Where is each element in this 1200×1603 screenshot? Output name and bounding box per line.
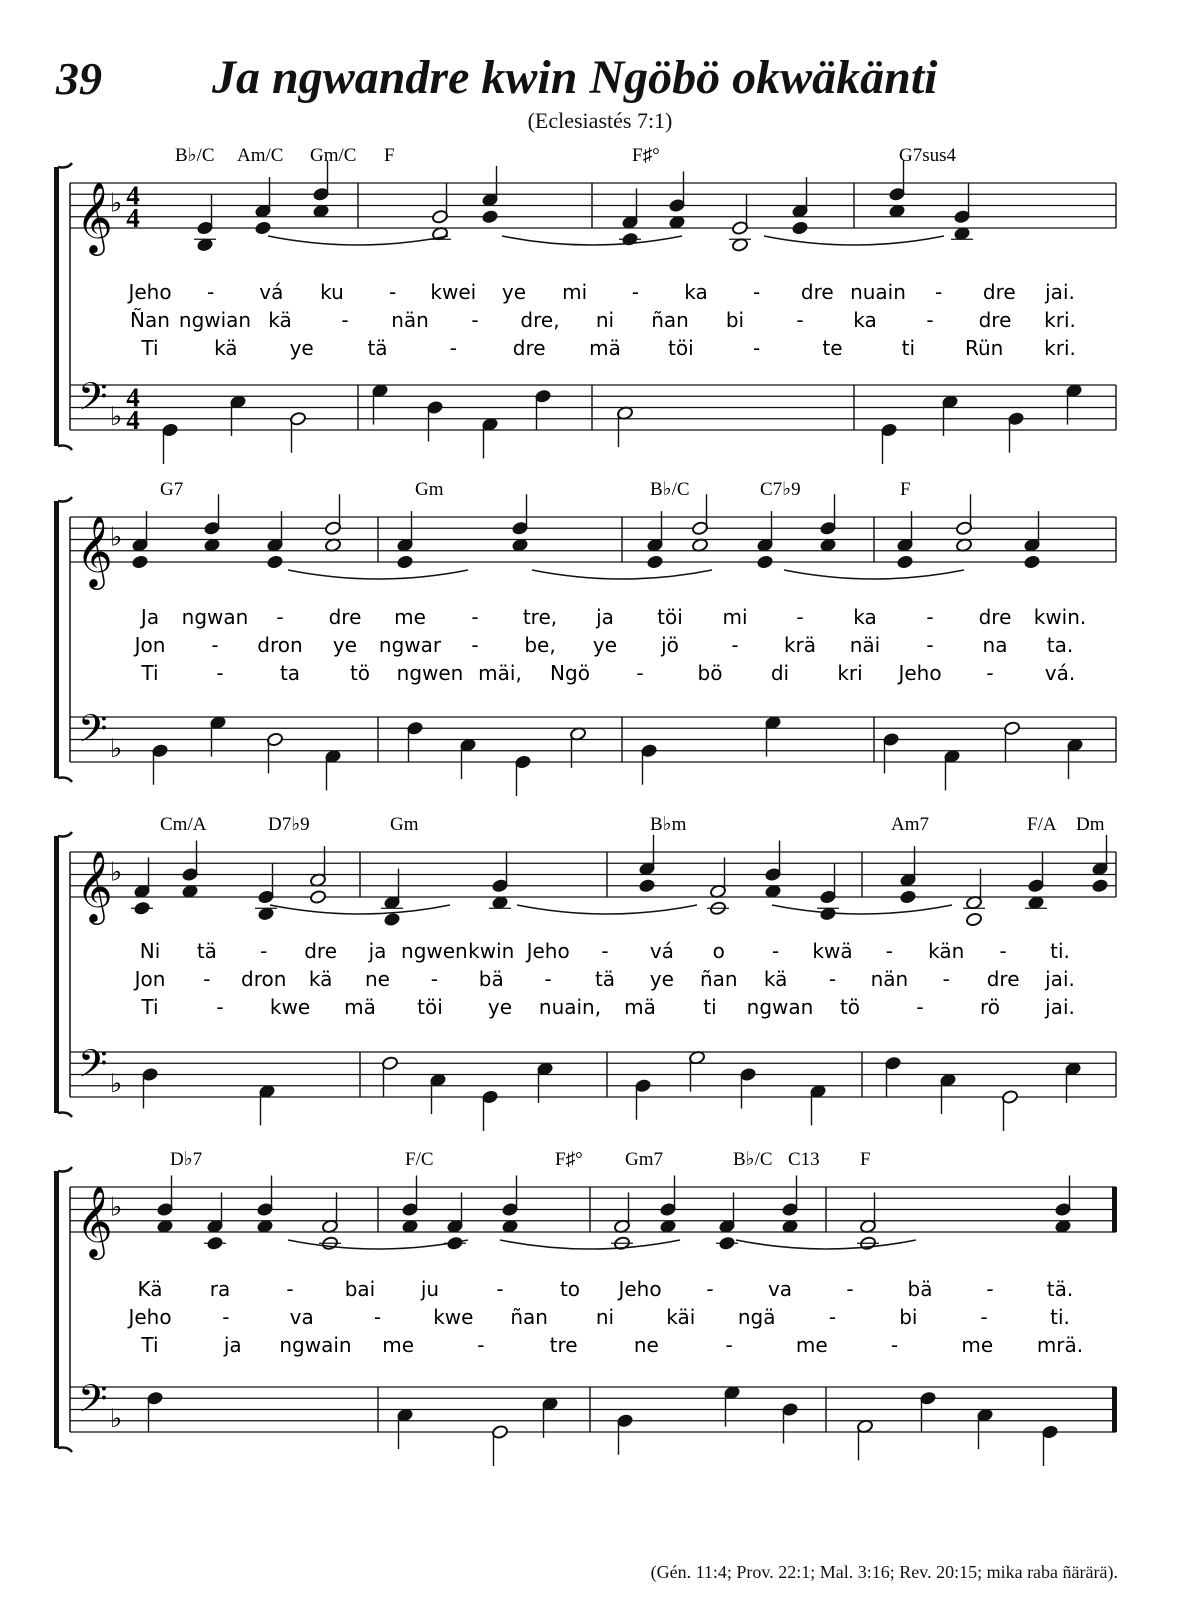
bass-clef: 𝄢 (78, 373, 108, 428)
lyric-syllable: ka (853, 308, 877, 332)
chord-symbol: G7 (160, 479, 184, 500)
lyric-syllable: vá (259, 280, 284, 304)
lyric-syllable: bai (344, 1277, 376, 1301)
lyric-syllable: ñan (699, 967, 738, 991)
tie (736, 1240, 916, 1249)
bass-clef: 𝄢 (78, 1375, 108, 1430)
tie (270, 905, 450, 914)
lyric-syllable: ti. (1050, 1305, 1070, 1329)
lyric-syllable: - (796, 308, 804, 332)
lyric-syllable: kä (763, 967, 788, 991)
treble-note (383, 912, 400, 927)
lyric-syllable: Ti (141, 661, 159, 685)
lyric-syllable: ngwar (378, 633, 442, 657)
lyric-syllable: jai. (1045, 280, 1075, 304)
lyric-syllable: kwe (433, 1305, 474, 1329)
lyric-syllable: - (286, 1277, 294, 1301)
system-bracket (54, 1171, 59, 1448)
system-1 (54, 145, 1116, 464)
time-signature-top: 4 (126, 180, 140, 211)
lyric-syllable: - (216, 661, 224, 685)
lyric-syllable: - (828, 967, 837, 991)
lyric-syllable: ja (596, 605, 614, 629)
lyric-syllable: ta. (1046, 633, 1074, 657)
key-signature-flat: ♭ (110, 733, 123, 764)
lyric-syllable: dre (982, 280, 1016, 304)
treble-note (131, 555, 148, 570)
tie (784, 570, 964, 579)
lyric-syllable: töi (417, 995, 443, 1019)
lyric-syllable: kä (214, 336, 238, 360)
treble-note (646, 555, 663, 570)
lyric-syllable: ngwen (401, 939, 468, 963)
chord-symbol: F/C (405, 1149, 434, 1170)
hymn-number: 39 (56, 53, 102, 104)
lyric-syllable: Ti (141, 1333, 159, 1357)
lyric-syllable: tre (549, 1333, 578, 1357)
hymn-subtitle: (Eclesiastés 7:1) (527, 108, 673, 133)
lyric-syllable: kri. (1044, 308, 1076, 332)
tie (532, 570, 712, 579)
treble-note (266, 555, 283, 570)
tie (764, 236, 944, 245)
lyric-syllable: ñan (651, 308, 689, 332)
lyric-syllable: - (926, 605, 934, 629)
treble-note (254, 221, 271, 236)
lyric-syllable: bö (697, 661, 723, 685)
chord-symbol: F (384, 145, 395, 166)
lyric-syllable: - (471, 308, 479, 332)
lyric-syllable: jai. (1045, 995, 1075, 1019)
lyric-syllable: jai. (1045, 967, 1075, 991)
lyric-syllable: kä (308, 967, 333, 991)
lyric-syllable: - (753, 280, 761, 304)
time-signature-bottom: 4 (126, 203, 140, 233)
lyric-syllable: bi (899, 1305, 918, 1329)
treble-note (965, 912, 982, 927)
lyric-syllable: ye (649, 967, 674, 991)
chord-symbol: F♯° (632, 145, 660, 166)
lyric-syllable: - (885, 939, 893, 963)
time-signature-top: 4 (126, 382, 140, 413)
lyric-syllable: ngä (737, 1305, 776, 1329)
treble-note (638, 878, 655, 893)
lyric-syllable: vá. (1044, 661, 1076, 685)
final-barline (1112, 1387, 1117, 1432)
lyric-syllable: to (559, 1277, 581, 1301)
chord-symbol: Gm (390, 814, 419, 835)
bass-clef: 𝄢 (78, 705, 108, 760)
lyric-syllable: - (207, 280, 215, 304)
treble-note (1091, 878, 1108, 893)
chord-symbol: B♭/C (650, 479, 690, 500)
chord-symbol: Am/C (237, 145, 284, 166)
chord-symbol: B♭/C (175, 145, 215, 166)
lyric-syllable: - (772, 939, 780, 963)
treble-note (396, 555, 413, 570)
lyric-syllable: me (394, 605, 426, 629)
lyric-syllable: - (601, 939, 609, 963)
tie (517, 905, 697, 914)
lyric-syllable: Ti (141, 995, 159, 1019)
tie (288, 570, 468, 579)
lyric-syllable: nuain (850, 280, 906, 304)
key-signature-flat: ♭ (110, 1403, 123, 1434)
lyric-syllable: kri. (1044, 336, 1076, 360)
lyric-syllable: - (216, 995, 224, 1019)
lyric-syllable: töi (668, 336, 694, 360)
treble-clef: 𝄞 (76, 180, 113, 253)
lyric-syllable: kän (928, 939, 965, 963)
chord-symbol: Gm (415, 479, 444, 500)
lyric-syllable: - (471, 633, 479, 657)
lyric-syllable: mä (589, 336, 621, 360)
lyric-syllable: ye (501, 280, 527, 304)
lyric-syllable: - (631, 280, 639, 304)
lyric-syllable: dre, (520, 308, 560, 332)
lyric-syllable: - (222, 1305, 230, 1329)
treble-note (481, 209, 498, 224)
lyric-syllable: ku (320, 280, 344, 304)
lyric-syllable: nän (391, 308, 429, 332)
lyric-syllable: - (389, 280, 397, 304)
lyric-syllable: bä (478, 967, 504, 991)
lyric-syllable: tä (594, 967, 616, 991)
lyric-syllable: ti. (1050, 939, 1070, 963)
lyric-syllable: ta (279, 661, 301, 685)
chord-symbol: B♭/C (733, 1149, 773, 1170)
lyric-syllable: - (986, 1277, 994, 1301)
lyric-syllable: Ngö (550, 661, 590, 685)
lyric-syllable: dre (800, 280, 834, 304)
lyric-syllable: - (999, 939, 1007, 963)
lyric-syllable: Jeho (526, 939, 570, 963)
lyric-syllable: nuain, (538, 995, 602, 1019)
lyric-syllable: tö (349, 661, 371, 685)
lyric-syllable: tä. (1046, 1277, 1074, 1301)
chord-symbol: B♭m (650, 814, 687, 835)
lyric-syllable: tä (367, 336, 388, 360)
lyric-syllable: - (980, 1305, 988, 1329)
lyric-syllable: kwin. (1033, 605, 1087, 629)
lyric-syllable: - (926, 308, 934, 332)
treble-clef: 𝄞 (76, 849, 113, 922)
lyric-syllable: mi (722, 605, 748, 629)
lyric-syllable: te (822, 336, 843, 360)
key-signature-flat: ♭ (110, 1068, 123, 1099)
lyric-syllable: - (471, 605, 479, 629)
lyric-syllable: - (203, 967, 211, 991)
lyric-syllable: Jeho (128, 280, 172, 304)
lyric-syllable: - (449, 336, 457, 360)
lyric-syllable: näi (849, 633, 881, 657)
lyric-syllable: va (289, 1305, 314, 1329)
lyric-syllable: ye (332, 633, 358, 657)
chord-symbol: G7sus4 (899, 145, 957, 166)
lyric-syllable: mrä. (1036, 1333, 1084, 1357)
final-barline (1112, 1187, 1117, 1232)
system-4 (54, 1149, 1117, 1466)
chord-symbol: C13 (788, 1149, 820, 1170)
system-3 (54, 814, 1116, 1131)
treble-note (309, 890, 326, 905)
tie (502, 236, 682, 245)
lyric-syllable: Ñan (130, 308, 170, 332)
lyric-syllable: rö (979, 995, 1001, 1019)
lyric-syllable: Jon (134, 633, 166, 657)
chord-symbol: D7♭9 (268, 814, 310, 835)
lyric-syllable: - (942, 967, 950, 991)
lyric-syllable: töi (657, 605, 683, 629)
chord-symbol: Gm/C (310, 145, 357, 166)
lyric-syllable: o (712, 939, 725, 963)
chord-symbol: F♯° (555, 1149, 583, 1170)
lyric-syllable: Ni (139, 939, 161, 963)
lyric-syllable: - (890, 1333, 899, 1357)
lyric-syllable: mä (624, 995, 656, 1019)
treble-note (756, 555, 773, 570)
lyric-syllable: ne (633, 1333, 659, 1357)
lyric-syllable: kri (837, 661, 863, 685)
lyric-syllable: - (544, 967, 552, 991)
lyric-syllable: - (636, 661, 644, 685)
lyric-syllable: krä (783, 633, 817, 657)
lyric-syllable: mäi, (478, 661, 522, 685)
lyric-syllable: - (706, 1277, 714, 1301)
lyric-syllable: dron (241, 967, 287, 991)
lyric-syllable: tre, (522, 605, 558, 629)
lyric-syllable: - (430, 967, 438, 991)
lyric-syllable: kwe (269, 995, 311, 1019)
lyric-syllable: Rün (964, 336, 1004, 360)
lyric-syllable: - (828, 1305, 837, 1329)
lyric-syllable: va (767, 1277, 793, 1301)
lyric-syllable: Kä (137, 1277, 163, 1301)
system-bracket (54, 836, 59, 1113)
treble-note (896, 555, 913, 570)
lyric-syllable: bi (725, 308, 745, 332)
key-signature-flat: ♭ (110, 1192, 123, 1223)
lyric-syllable: na (982, 633, 1008, 657)
lyric-syllable: kä (268, 308, 292, 332)
lyric-syllable: ja (368, 939, 387, 963)
scripture-footnote: (Gén. 11:4; Prov. 22:1; Mal. 3:16; Rev. 20:15; mika raba ñärärä). (650, 1562, 1118, 1582)
lyric-syllable: - (935, 280, 943, 304)
lyric-syllable: me (382, 1333, 415, 1357)
treble-note (899, 890, 916, 905)
lyric-syllable: mi (562, 280, 588, 304)
chord-symbol: Am7 (891, 814, 929, 835)
lyric-syllable: Jeho (898, 661, 942, 685)
tie (500, 1240, 680, 1249)
lyric-syllable: dre (512, 336, 546, 360)
tie (288, 1240, 468, 1249)
lyric-syllable: ngwen (396, 661, 464, 685)
key-signature-flat: ♭ (110, 188, 123, 219)
treble-clef: 𝄞 (76, 1184, 113, 1257)
chord-symbol: D♭7 (170, 1149, 203, 1170)
lyric-syllable: ra (209, 1277, 231, 1301)
tie (772, 905, 952, 914)
lyric-syllable: mä (344, 995, 376, 1019)
lyric-syllable: ye (592, 633, 618, 657)
lyric-syllable: dre (986, 967, 1020, 991)
lyric-syllable: dron (257, 633, 303, 657)
lyric-syllable: Jeho (618, 1277, 662, 1301)
lyric-syllable: kwei (430, 280, 477, 304)
lyric-syllable: bä (907, 1277, 933, 1301)
key-signature-flat: ♭ (110, 522, 123, 553)
chord-symbol: Cm/A (160, 814, 207, 835)
lyric-syllable: ti (901, 336, 916, 360)
bass-clef: 𝄢 (78, 1040, 108, 1095)
treble-clef: 𝄞 (76, 514, 113, 587)
lyric-syllable: ni (595, 308, 615, 332)
lyric-syllable: me (795, 1333, 828, 1357)
lyric-syllable: dre (304, 939, 338, 963)
lyric-syllable: ni (595, 1305, 615, 1329)
lyric-syllable: vá (649, 939, 674, 963)
system-bracket (54, 167, 59, 446)
lyric-syllable: Jon (134, 967, 166, 991)
lyric-syllable: ka (684, 280, 708, 304)
lyric-syllable: ne (365, 967, 390, 991)
lyric-syllable: kwä (812, 939, 853, 963)
lyric-syllable: Ja (140, 605, 160, 629)
treble-note (791, 221, 808, 236)
chord-symbol: Gm7 (625, 1149, 663, 1170)
lyric-syllable: ngwan (181, 605, 249, 629)
lyric-syllable: jö (661, 633, 679, 657)
lyric-syllable: dre (328, 605, 362, 629)
chord-symbol: C7♭9 (760, 479, 801, 500)
system-bracket (54, 501, 59, 778)
chord-symbol: Dm (1076, 814, 1105, 835)
lyric-syllable: ka (853, 605, 877, 629)
lyric-syllable: - (753, 336, 761, 360)
chord-symbol: F (900, 479, 911, 500)
treble-note (1023, 555, 1040, 570)
lyric-syllable: - (986, 661, 994, 685)
lyric-syllable: ye (289, 336, 314, 360)
lyric-syllable: ngwan (746, 995, 814, 1019)
lyric-syllable: dre (978, 605, 1012, 629)
lyric-syllable: be, (524, 633, 556, 657)
lyric-syllable: - (926, 633, 934, 657)
lyric-syllable: - (916, 995, 924, 1019)
tie (268, 236, 448, 245)
lyric-syllable: ngwian (178, 308, 252, 332)
lyric-syllable: - (725, 1333, 733, 1357)
chord-symbol: F/A (1027, 814, 1057, 835)
lyric-syllable: - (796, 605, 804, 629)
lyric-syllable: ju (420, 1277, 440, 1301)
lyric-syllable: ti (703, 995, 717, 1019)
lyric-syllable: Jeho (128, 1305, 172, 1329)
lyric-syllable: nän (870, 967, 909, 991)
key-signature-flat: ♭ (110, 401, 123, 432)
lyric-syllable: dre (978, 308, 1012, 332)
lyric-syllable: ye (487, 995, 513, 1019)
lyric-syllable: - (496, 1277, 504, 1301)
lyric-syllable: käi (666, 1305, 696, 1329)
system-2 (54, 479, 1116, 796)
lyric-syllable: - (731, 633, 739, 657)
lyric-syllable: di (770, 661, 790, 685)
lyric-syllable: - (341, 308, 349, 332)
lyric-syllable: - (260, 939, 268, 963)
lyric-syllable: ja (223, 1333, 242, 1357)
lyric-syllable: - (211, 633, 219, 657)
lyric-syllable: ngwain (279, 1333, 352, 1357)
lyric-syllable: - (477, 1333, 485, 1357)
lyric-syllable: - (373, 1305, 382, 1329)
lyric-syllable: - (846, 1277, 854, 1301)
lyric-syllable: tä (196, 939, 217, 963)
chord-symbol: F (860, 1149, 871, 1170)
time-signature-bottom: 4 (126, 405, 140, 435)
lyric-syllable: Ti (141, 336, 159, 360)
lyric-syllable: me (961, 1333, 994, 1357)
lyric-syllable: - (276, 605, 284, 629)
lyric-syllable: ñan (510, 1305, 548, 1329)
key-signature-flat: ♭ (110, 857, 123, 888)
lyric-syllable: kwin (468, 939, 515, 963)
hymn-title: Ja ngwandre kwin Ngöbö okwäkänti (212, 51, 938, 104)
lyric-syllable: tö (839, 995, 861, 1019)
